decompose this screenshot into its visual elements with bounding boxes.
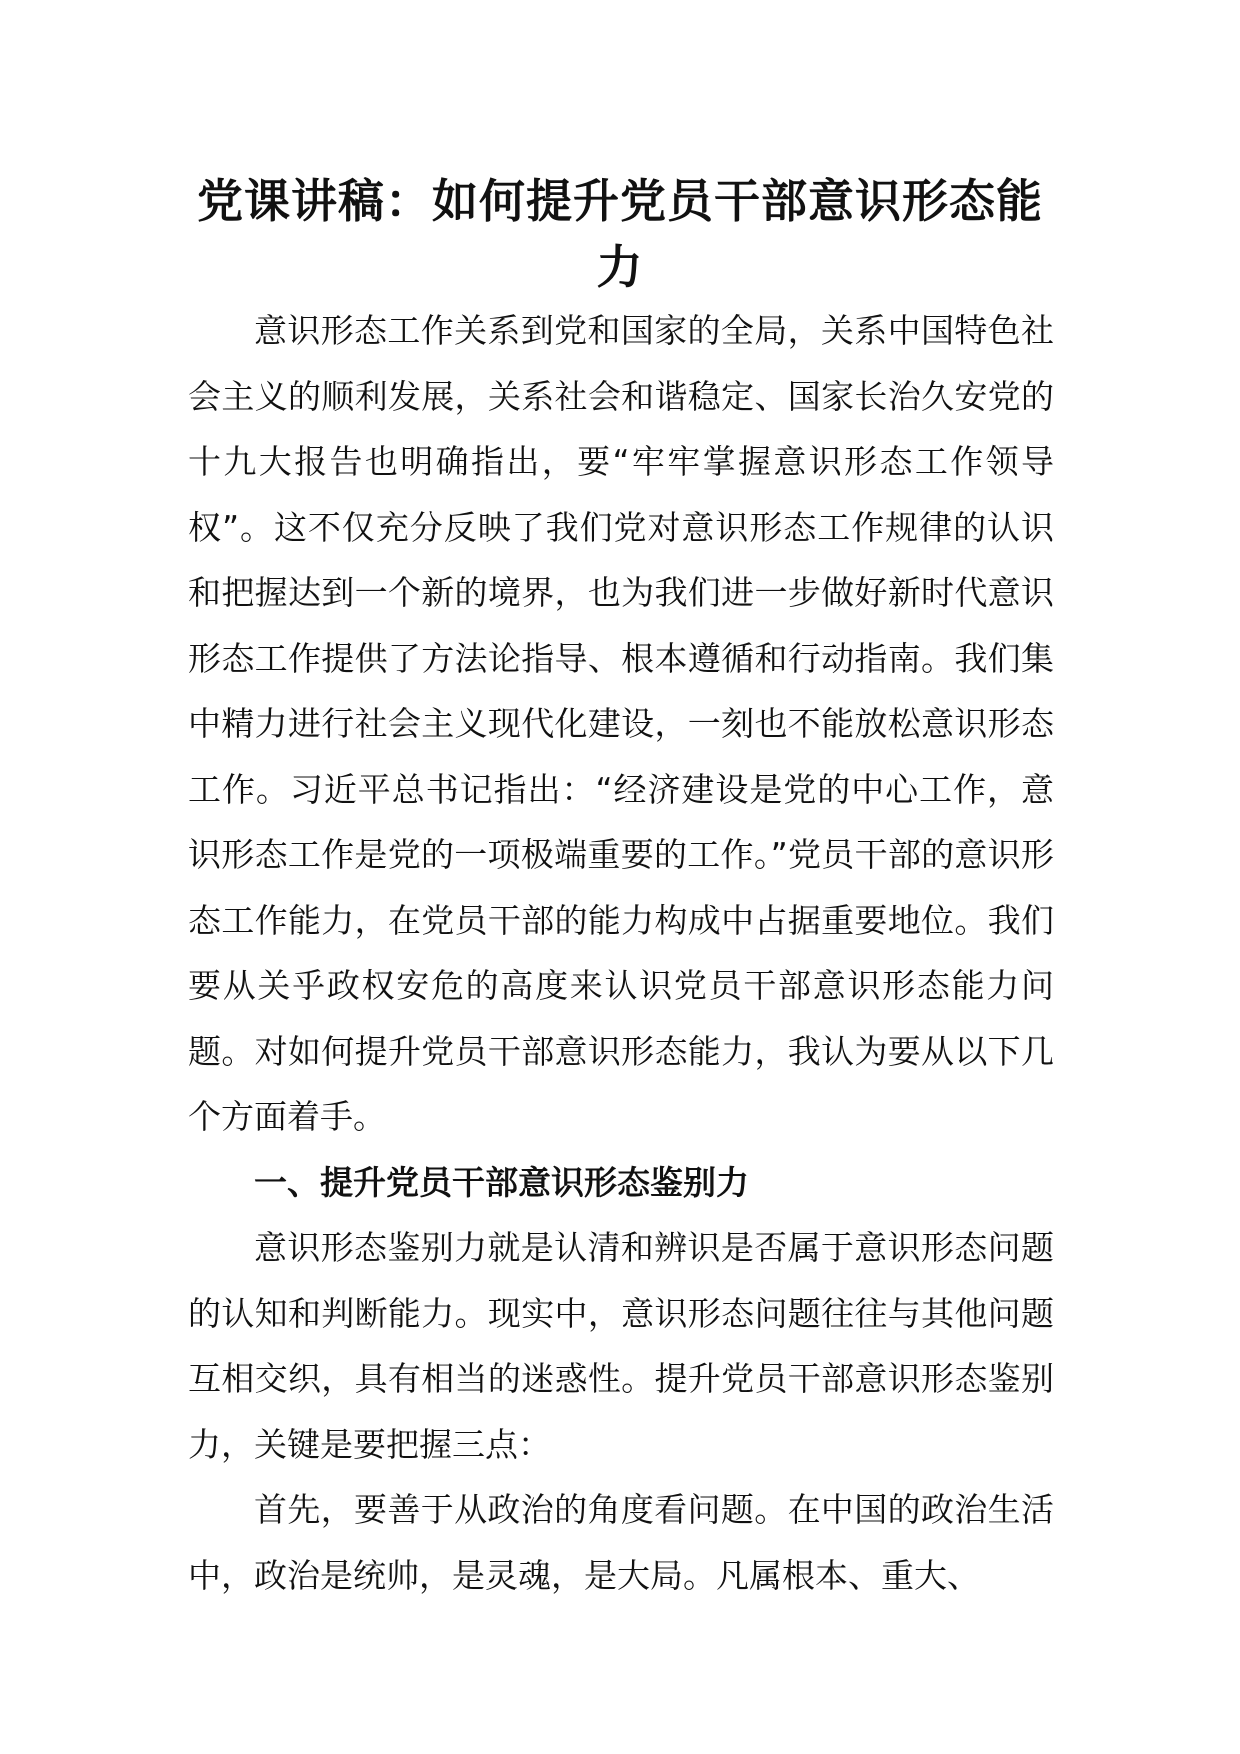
document-title: 党课讲稿：如何提升党员干部意识形态能力 (197, 174, 1043, 294)
document-body (188, 298, 1054, 1608)
paragraph-discernment: 意识形态鉴别力就是认清和辨识是否属于意识形态问题的认知和判断能力。现实中，意识形态问题往往与其他问题互相交织，具有相当的迷惑性。提升党员干部意识形态鉴别力，关键是要把握三点： (188, 1228, 1054, 1464)
paragraph-first-point: 首先，要善于从政治的角度看问题。在中国的政治生活中，政治是统帅，是灵魂，是大局。凡属根本、重大、 (188, 1490, 1054, 1595)
paragraph-intro: 意识形态工作关系到党和国家的全局，关系中国特色社会主义的顺利发展，关系社会和谐稳定、国家长治久安党的十九大报告也明确指出，要“牢牢掌握意识形态工作领导权”。这不仅充分反映了我们党对意识形态工作规律的认识和把握达到一个新的境界，也为我们进一步做好新时代意识形态工作提供了方法论指导、根本遵循和行动指南。我们集中精力进行社会主义现代化建设，一刻也不能放松意识形态工作。习近平总书记指出：“经济建设是党的中心工作，意识形态工作是党的一项极端重要的工作。”党员干部的意识形态工作能力，在党员干部的能力构成中占据重要地位。我们要从关乎政权安危的高度来认识党员干部意识形态能力问题。对如何提升党员干部意识形态能力，我认为要从以下几个方面着手。 (188, 311, 1054, 1136)
section-heading-1: 一、提升党员干部意识形态鉴别力 (254, 1162, 749, 1202)
